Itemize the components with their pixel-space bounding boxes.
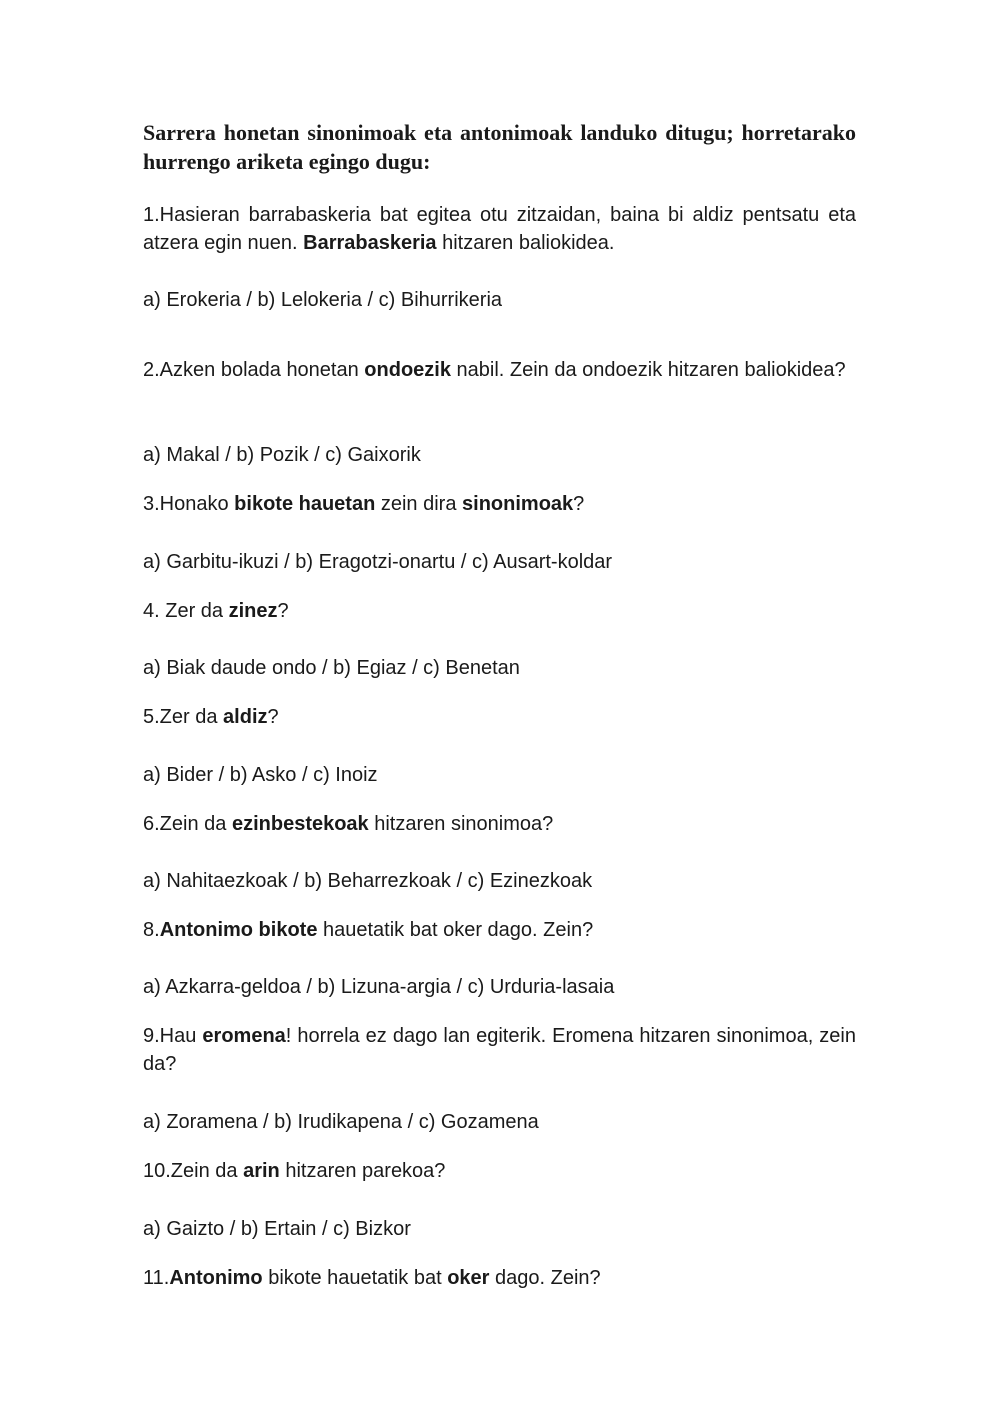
question-text: zein dira [375, 493, 463, 515]
keyword: zinez [228, 600, 278, 622]
question-2 [143, 356, 856, 384]
question-text: 6.Zein da [143, 813, 232, 835]
question-10 [143, 1157, 856, 1185]
question-text: 5.Zer da [143, 706, 224, 728]
question-4 [143, 597, 856, 625]
question-text: 3.Honako [143, 493, 235, 515]
answer-options-8: a) Azkarra-geldoa / b) Lizuna-argia / c) Urduria-lasaia [143, 976, 615, 998]
question-text: ! horrela ez dago lan egiterik. Eromena hitzaren sinonimoa, zein da? [143, 1025, 856, 1075]
question-text: 1.Hasieran barrabaskeria bat egitea otu zitzaidan, baina bi aldiz pentsatu eta atzera egin nuen. [143, 204, 856, 254]
question-3 [143, 490, 856, 518]
question-text: 11. [143, 1267, 170, 1289]
keyword: arin [243, 1160, 280, 1182]
question-1 [143, 201, 856, 257]
answer-options-2: a) Makal / b) Pozik / c) Gaixorik [143, 444, 421, 466]
keyword: sinonimoak [462, 493, 574, 515]
question-text: hauetatik bat oker dago. Zein? [317, 919, 594, 941]
keyword: ondoezik [364, 359, 451, 381]
keyword: aldiz [223, 706, 268, 728]
answer-options-5: a) Bider / b) Asko / c) Inoiz [143, 764, 378, 786]
keyword: oker [447, 1267, 490, 1289]
answer-options-10: a) Gaizto / b) Ertain / c) Bizkor [143, 1218, 411, 1240]
question-text: 10.Zein da [143, 1160, 244, 1182]
keyword: eromena [202, 1025, 286, 1047]
document-page [143, 0, 856, 1413]
question-text: bikote hauetatik bat [262, 1267, 448, 1289]
question-text: 8. [143, 919, 160, 941]
question-text: hitzaren parekoa? [279, 1160, 446, 1182]
keyword: ezinbestekoak [231, 813, 369, 835]
question-6 [143, 810, 856, 838]
question-text: 9.Hau [143, 1025, 203, 1047]
keyword: Antonimo [169, 1267, 263, 1289]
answer-options-1: a) Erokeria / b) Lelokeria / c) Bihurrikeria [143, 289, 503, 311]
question-9 [143, 1022, 856, 1078]
answer-options-3: a) Garbitu-ikuzi / b) Eragotzi-onartu / c) Ausart-koldar [143, 551, 613, 573]
intro-heading: Sarrera honetan sinonimoak eta antonimoak landuko ditugu; horretarako hurrengo ariketa egingo dugu: [143, 120, 856, 174]
answer-options-9: a) Zoramena / b) Irudikapena / c) Gozamena [143, 1111, 539, 1133]
keyword: Antonimo bikote [159, 919, 318, 941]
question-text: hitzaren baliokidea. [436, 232, 615, 254]
question-text: dago. Zein? [489, 1267, 601, 1289]
question-5 [143, 703, 856, 731]
answer-options-4: a) Biak daude ondo / b) Egiaz / c) Benetan [143, 657, 520, 679]
question-8 [143, 916, 856, 944]
question-text: ? [573, 493, 585, 515]
question-11 [143, 1264, 856, 1292]
keyword: bikote hauetan [234, 493, 376, 515]
answer-options-6: a) Nahitaezkoak / b) Beharrezkoak / c) Ezinezkoak [143, 870, 593, 892]
question-text: nabil. Zein da ondoezik hitzaren baliokidea? [450, 359, 846, 381]
keyword: Barrabaskeria [303, 232, 437, 254]
question-text: 2.Azken bolada honetan [143, 359, 365, 381]
question-text: ? [267, 706, 279, 728]
question-text: 4. Zer da [143, 600, 229, 622]
question-text: ? [277, 600, 289, 622]
question-text: hitzaren sinonimoa? [368, 813, 554, 835]
